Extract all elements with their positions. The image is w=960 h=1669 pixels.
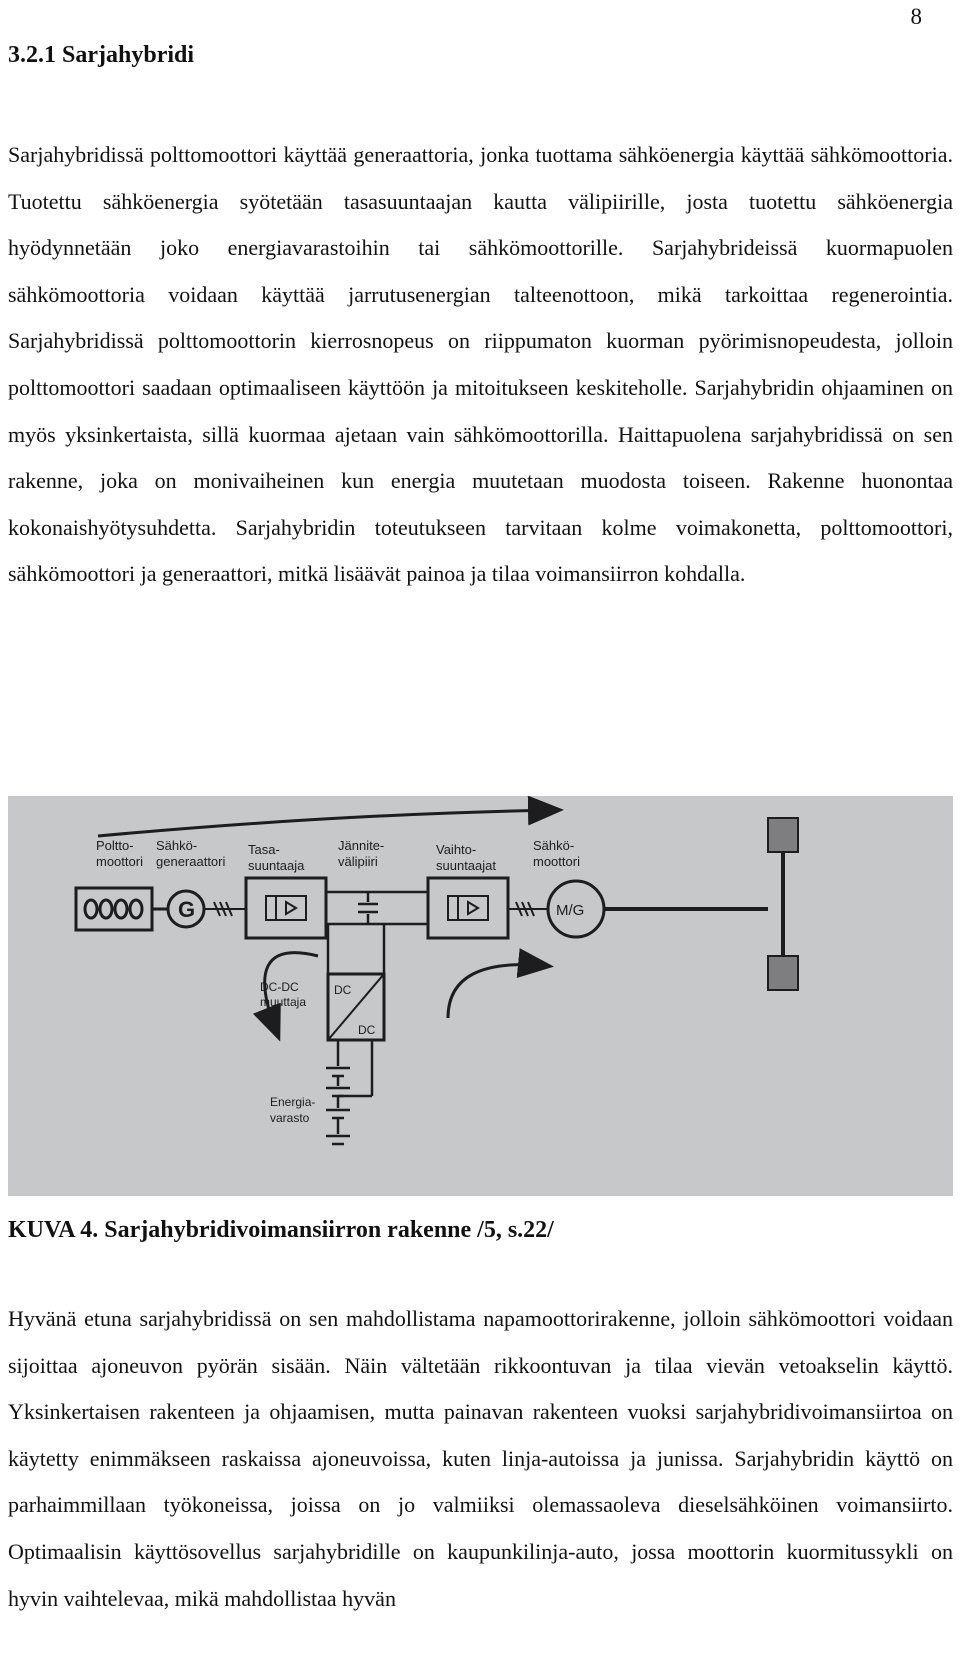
figure-caption: KUVA 4. Sarjahybridivoimansiirron rakenne /5, s.22/ [8,1217,554,1243]
energy-flow-arrow-top [98,810,558,836]
wheel-bottom [768,956,798,990]
label-motor-2: moottori [533,854,580,869]
energy-storage-battery [326,1040,372,1144]
body-paragraph-2: Hyvänä etuna sarjahybridissä on sen mahdollistama napamoottorirakenne, jolloin sähkömoottori voidaan sijoittaa ajoneuvon pyörän sisään. Näin vältetään rikkoontuvan ja tilaa vievän vetoakselin käyttö. Yksinkertaisen rakenteen ja ohjaamisen, mutta painavan rakenteen vuoksi sarjahybridivoimansiirtoa on käytetty enimmäkseen raskaissa ajoneuvoissa, kuten linja-autoissa ja junissa. Sarjahybridin käyttö on parhaimmillaan työkoneissa, joissa on jo valmiiksi olemassaoleva dieselsähköinen voimansiirto. Optimaalisin käyttösovellus sarjahybridille on kaupunkilinja-auto, jossa moottorin kuormitussykli on hyvin vaihtelevaa, mikä mahdollistaa hyvän [8,1306,953,1611]
dc-top-label: DC [334,983,352,997]
label-rectifier-1: Tasa- [248,842,280,857]
label-inverter-2: suuntaajat [436,858,496,873]
engine-cylinders [85,900,142,918]
label-rectifier-2: suuntaaja [248,858,305,873]
label-dc-link-1: Jännite- [338,838,385,853]
page-number: 8 [910,4,922,29]
label-dcdc-2: muuttaja [260,995,307,1009]
label-generator-1: Sähkö- [156,838,198,853]
motor-letters: M/G [556,902,585,919]
label-motor-1: Sähkö- [533,838,575,853]
diagram-svg [8,796,953,1196]
label-generator-2: generaattori [156,854,226,869]
label-dc-link-2: välipiiri [338,854,378,869]
label-engine-2: moottori [96,854,143,869]
generator-letter: G [178,897,196,922]
label-storage-2: varasto [270,1111,310,1125]
dc-link-bus [326,892,428,924]
three-phase-ticks-left [204,902,246,916]
series-hybrid-diagram [8,796,953,1196]
wheel-top [768,818,798,852]
label-engine-1: Poltto- [96,838,134,853]
label-storage-1: Energia- [270,1095,316,1109]
dc-bottom-label: DC [358,1023,376,1037]
inverter-switch-symbol [448,896,488,920]
label-inverter-1: Vaihto- [436,842,477,857]
section-heading: 3.2.1 Sarjahybridi [8,42,195,68]
discharge-flow-arrow [448,965,548,1018]
body-paragraph-1: Sarjahybridissä polttomoottori käyttää generaattoria, jonka tuottama sähköenergia käyttää sähkömoottoria. Tuotettu sähköenergia syötetään tasasuuntaajan kautta välipiirille, josta tuotettu sähköenergia hyödynnetään joko energiavarastoihin tai sähkömoottorille. Sarjahybrideissä kuormapuolen sähkömoottoria voidaan käyttää jarrutusenergian talteenottoon, mikä tarkoittaa regenerointia. Sarjahybridissä polttomoottorin kierrosnopeus on riippumaton kuorman pyörimisnopeudesta, jolloin polttomoottori saadaan optimaaliseen käyttöön ja mitoitukseen keskiteholle. Sarjahybridin ohjaaminen on myös yksinkertaista, sillä kuormaa ajetaan vain sähkömoottorilla. Haittapuolena sarjahybridissä on sen rakenne, joka on monivaiheinen kun energia muutetaan muodosta toiseen. Rakenne huonontaa kokonaishyötysuhdetta. Sarjahybridin toteutukseen tarvitaan kolme voimakonetta, polttomoottori, sähkömoottori ja generaattori, mitkä lisäävät painoa ja tilaa voimansiirron kohdalla. [8,142,953,587]
drive-axle-wheels [768,818,798,990]
three-phase-ticks-right [508,902,548,916]
rectifier-switch-symbol [266,896,306,920]
label-dcdc-1: DC-DC [260,980,299,994]
